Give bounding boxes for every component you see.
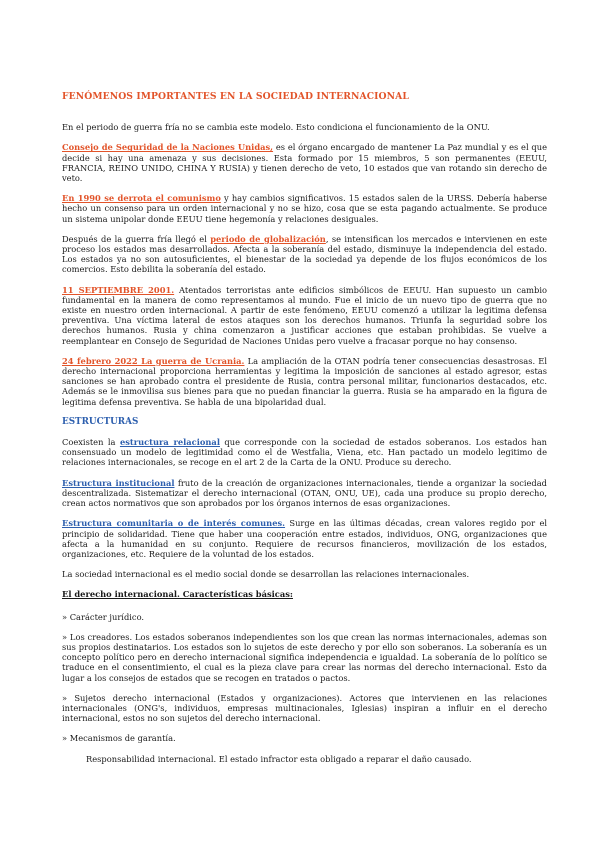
highlight-community-structure: Estructura comunitaria o de interés comunes. [62,518,286,529]
paragraph-text: La ampliación de la OTAN podría tener consecuencias desastrosas. El derecho internacional proporciona herramientas y legitima la imposición de sanciones al estado agresor, estas sanciones se han aprobado contra el presidente de Rusia, contra personal militar, funcionarios destacados, etc. Además se le inmovilisa sus bienes para que no puedan financiar la guerra. Rusia se ha amparado en la figura de legitima defensa preventiva. Se habla de una bipolaridad dual. [62,355,547,407]
subheading-international-law: El derecho internacional. Características básicas: [62,589,293,600]
paragraph-text: fruto de la creación de organizaciones internacionales, tiende a organizar la sociedad descentralizada. Sistematizar el derecho internacional (OTAN, ONU, UE), cada una produce su propio derecho, crean actos normativos que son aprobados por los órganos internos de esas organizaciones. [62,477,547,509]
highlight-relational-structure: estructura relacional [119,437,220,448]
paragraph-security-council [62,142,547,183]
paragraph-text: Atentados terroristas ante edificios simbólicos de EEUU. Han supuesto un cambio fundamental en la manera de como representamos al mundo. Fue el inicio de un nuevo tipo de guerra que no existe en nuestro orden internacional. A partir de este fenómeno, EEUU comenzó a utilizar la legitima defensa preventiva. Una víctima lateral de estos ataques son los derechos humanos. Triunfa la seguridad sobre los derechos humanos. Rusia y china comenzaron a justificar acciones que estaban prohibidas. Se vuelve a reemplantear en Consejo de Seguridad de Naciones Unidas pero vuelve a fracasar porque no hay consenso. [62,284,548,346]
highlight-ukraine: 24 febrero 2022 La guerra de Ucrania. [62,355,245,366]
paragraph-september-11 [62,285,547,346]
paragraph-globalization [62,234,547,275]
paragraph-community-structure [62,518,547,559]
list-item: » Mecanismos de garantía. [62,733,176,744]
paragraph-relational-structure [62,437,547,468]
highlight-security-council: Consejo de Seguridad de la Naciones Unidas, [62,142,274,153]
highlight-september-11: 11 SEPTIEMBRE 2001. [62,284,175,295]
closing-paragraph: La sociedad internacional es el medio social donde se desarrollan las relaciones internacionales. [62,569,470,580]
list-item: » Los creadores. Los estados soberanos independientes son los que crean las normas internacionales, ademas son sus propios destinatarios. Los estados son lo sujetos de este derecho y por ello son soberanos. La soberanía es un concepto político pero en derecho internacional significa independencia e igualdad. La soberanía de lo político se traduce en el consentimiento, el cual es la pieza clave para crear las normas del derecho internacional. Esto da lugar a los consejos de estados que se recogen en tratados o pactos. [62,631,547,683]
paragraph-institutional-structure [62,478,547,509]
intro-paragraph: En el periodo de guerra fría no se cambia este modelo. Esto condiciona el funcionamiento de la ONU. [62,122,490,133]
highlight-globalization: periodo de globalización [210,233,326,244]
document-title: FENÓMENOS IMPORTANTES EN LA SOCIEDAD INTERNACIONAL [62,91,409,102]
paragraph-text: Después de la guerra fría llegó el [62,233,211,244]
paragraph-text: y hay cambios significativos. 15 estados salen de la URSS. Debería haberse hecho un consenso para un orden internacional y no se hizo, cosa que se esta pagando actualmente. Se produce un sistema unipolar donde EEUU tiene hegemonía y relaciones desiguales. [62,193,547,224]
paragraph-text: Surge en las últimas décadas, crean valores regido por el principio de solidaridad. Tiene que haber una cooperación entre estados, individuos, ONG, organizaciones que afecta a la humanidad en su conjunto. Requiere de recursos financieros, movilización de los estados, organizaciones, etc. Requiere de la voluntad de los estados. [62,518,548,559]
paragraph-text: es el órgano encargado de mantener La Paz mundial y es el que decide si hay una amenaza y sus decisiones. Esta formado por 15 miembros, 5 son permanentes (EEUU, FRANCIA, REINO UNIDO, CHINA Y RUSIA) y tienen derecho de veto, 10 estados que van rotando sin derecho de veto. [62,142,547,184]
highlight-institutional-structure: Estructura institucional [62,477,175,488]
paragraph-1990 [62,193,547,224]
paragraph-text: , se intensifican los mercados e intervienen en este proceso los estados mas desarrollados. Afecta a la soberanía del estado, disminuye la independencia del estado. Los estados ya no son autosuficientes, el bienestar de la sociedad ya depende de los flujos económicos de los comercios. Esto debilita la soberanía del estado. [62,233,548,275]
responsibility-paragraph: Responsabilidad internacional. El estado infractor esta obligado a reparar el daño causado. [86,753,472,764]
section-heading-structures: ESTRUCTURAS [62,416,139,427]
list-item: » Carácter jurídico. [62,611,145,622]
paragraph-ukraine [62,356,547,407]
list-item: » Sujetos derecho internacional (Estados y organizaciones). Actores que intervienen en las relaciones internacionales (ONG's, individuos, empresas multinacionales, Iglesias) inspiran a influir en el derecho internacional, estos no son sujetos del derecho internacional. [62,692,547,724]
paragraph-text: que corresponde con la sociedad de estados soberanos. Los estados han consensuado un modelo de legitimidad como el de Westfalia, Viena, etc. Han pactado un modelo legitimo de relaciones internacionales, se recoge en el art 2 de la Carta de la ONU. Produce su derecho. [62,437,547,468]
highlight-1990: En 1990 se derrota el comunismo [62,193,221,204]
paragraph-text: Coexisten la [62,437,120,448]
